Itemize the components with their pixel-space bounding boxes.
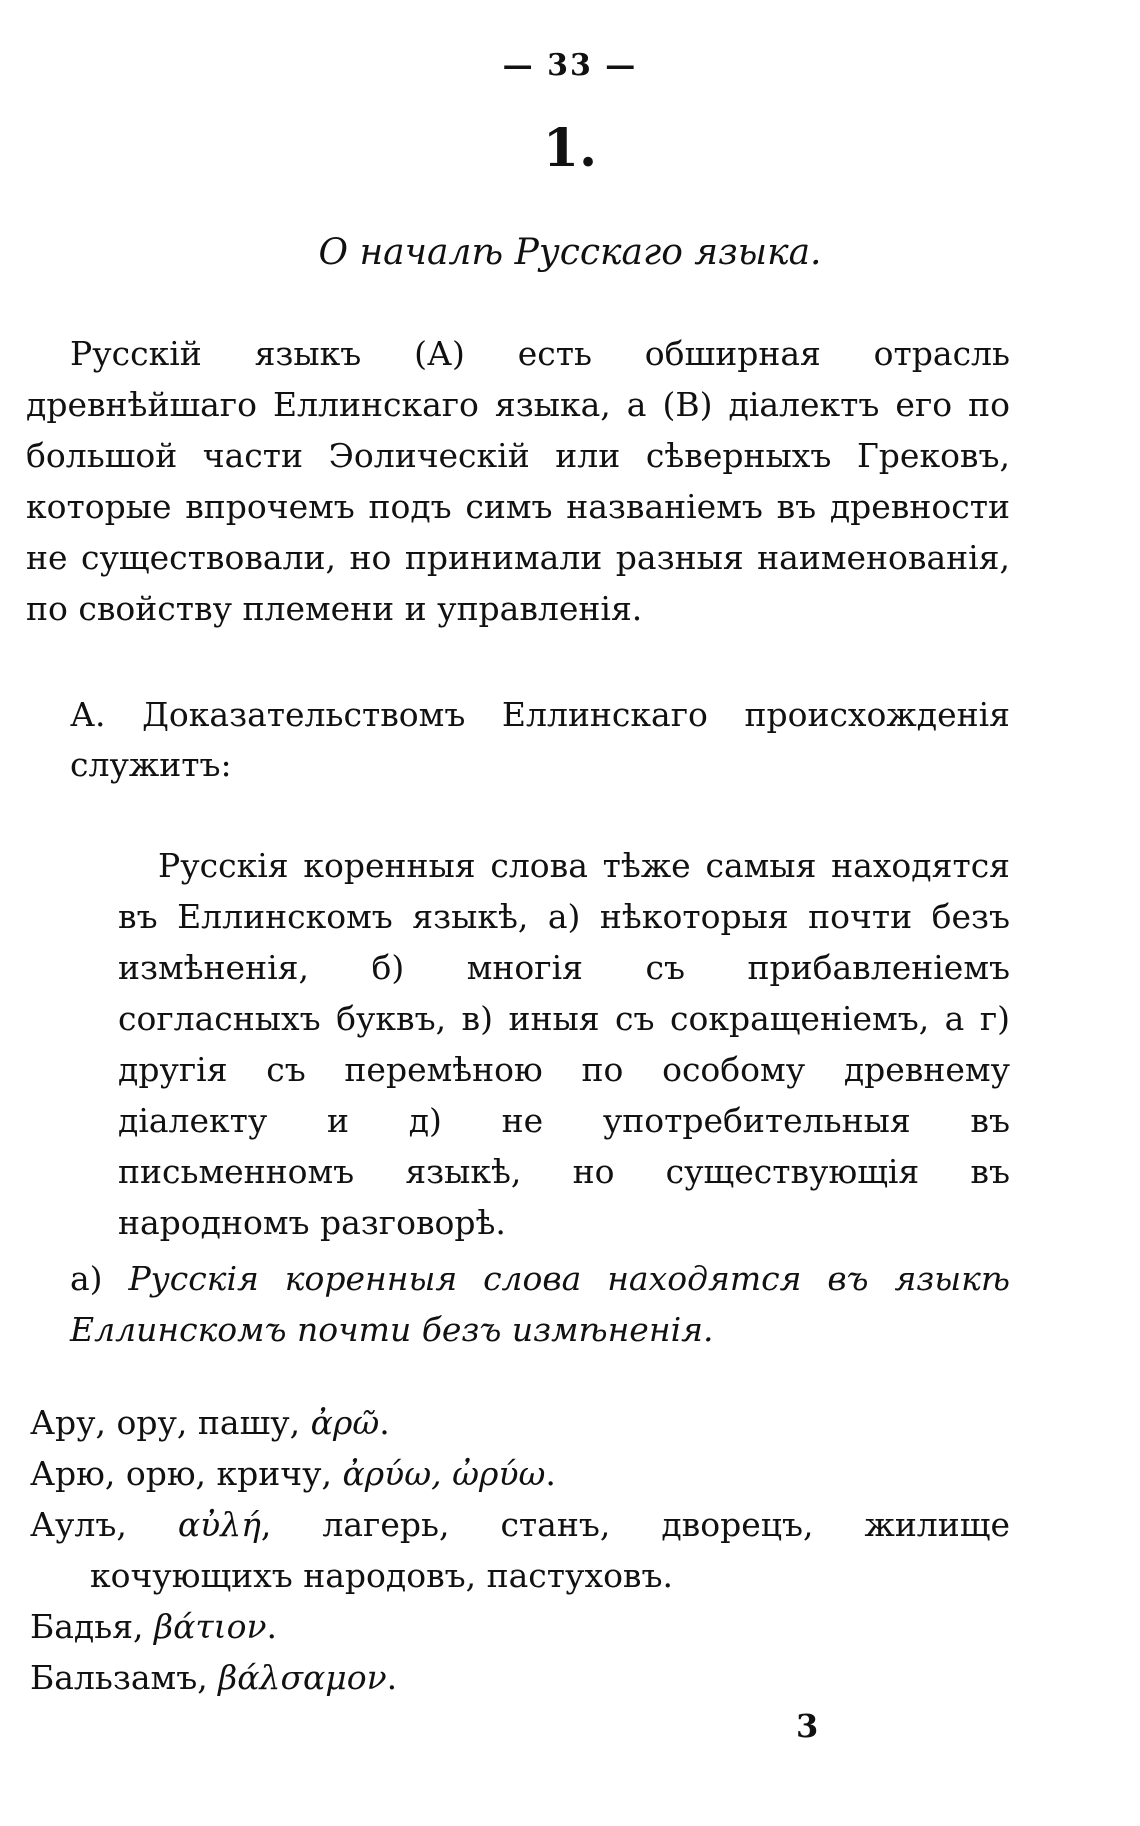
subheading-label: а) <box>70 1259 103 1298</box>
list-item <box>30 1448 1010 1499</box>
entry-rest: . <box>386 1658 398 1697</box>
entry-greek: βάλσαμον <box>218 1658 387 1697</box>
paragraph-proof-a: А. Доказательствомъ Еллинскаго происхожденія служитъ: <box>70 695 1010 784</box>
list-item <box>30 1601 1010 1652</box>
paragraph-intro: Русскій языкъ (А) есть обширная отрасль древнѣйшаго Еллинскаго языка, а (В) діалектъ его по большой части Эолическій или сѣверныхъ Грековъ, которые впрочемъ подъ симъ названіемъ въ древности не существовали, но принимали разныя наименованія, по свойству племени и управленія. <box>26 334 1010 628</box>
entry-rest: , лагерь, станъ, дворецъ, жилище кочующихъ народовъ, пастуховъ. <box>90 1505 1010 1595</box>
entry-word: Бальзамъ, <box>30 1658 219 1697</box>
subheading-text: Русскія коренныя слова находятся въ языкѣ Еллинскомъ почти безъ измѣненія. <box>70 1259 1010 1349</box>
section-number: 1. <box>542 118 598 179</box>
signature-mark: 3 <box>796 1707 819 1745</box>
chapter-title: О началѣ Русскаго языка. <box>318 232 822 273</box>
entry-word: Аулъ, <box>30 1505 178 1544</box>
word-list <box>30 1397 1010 1703</box>
entry-rest: . <box>545 1454 556 1493</box>
entry-rest: . <box>379 1403 390 1442</box>
list-item <box>30 1652 1010 1703</box>
entry-greek: ἀρύω, ὠρύω <box>342 1454 546 1493</box>
page-number: — 33 — <box>502 48 638 83</box>
entry-word: Бадья, <box>30 1607 155 1646</box>
list-item <box>30 1397 1010 1448</box>
paragraph-root-words: Русскія коренныя слова тѣже самыя находятся въ Еллинскомъ языкѣ, а) нѣкоторыя почти безъ измѣненія, б) многія съ прибавленіемъ согласныхъ буквъ, в) иныя съ сокращеніемъ, а г) другія съ перемѣною по особому древнему діалекту и д) не употребительныя въ письменномъ языкѣ, но существующія въ народномъ разговорѣ. <box>118 846 1010 1242</box>
entry-greek: αὐλή <box>177 1505 261 1544</box>
subheading-a <box>70 1253 1010 1355</box>
entry-word: Арю, орю, кричу, <box>30 1454 343 1493</box>
entry-rest: . <box>266 1607 278 1646</box>
entry-greek: ἀρῶ <box>310 1403 380 1442</box>
entry-word: Ару, ору, пашу, <box>30 1403 311 1442</box>
entry-greek: βάτιον <box>154 1607 267 1646</box>
list-item <box>30 1499 1010 1601</box>
